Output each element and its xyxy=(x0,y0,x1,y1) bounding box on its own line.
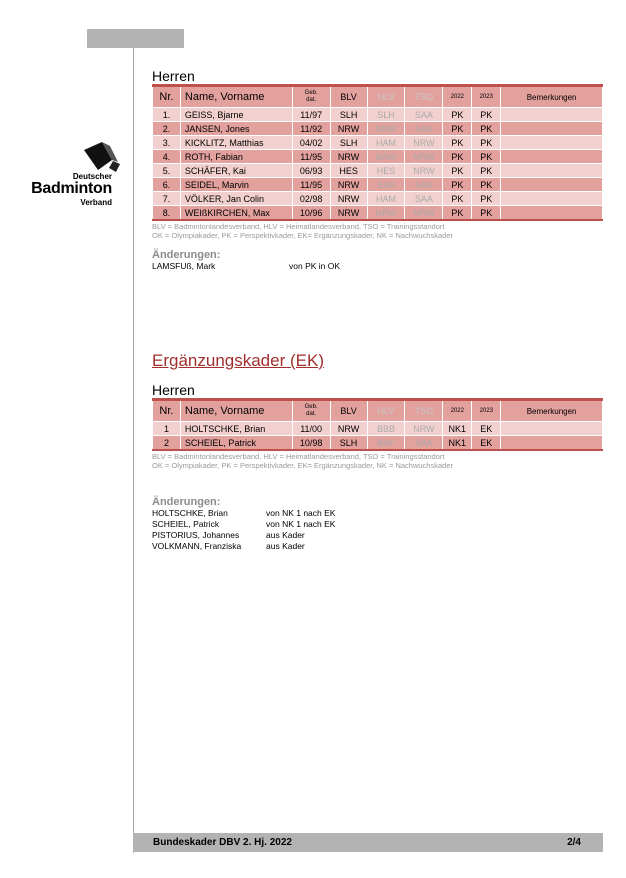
aenderung-name: VOLKMANN, Franziska xyxy=(152,541,242,551)
cell-nr: 1. xyxy=(153,108,181,122)
cell-geb: 04/02 xyxy=(292,136,330,150)
col-name: Name, Vorname xyxy=(180,400,292,422)
cell-y1: PK xyxy=(443,108,472,122)
cell-y1: PK xyxy=(443,164,472,178)
cell-nr: 2. xyxy=(153,122,181,136)
kader-table-2 xyxy=(152,398,603,451)
footer-title: Bundeskader DBV 2. Hj. 2022 xyxy=(153,837,292,848)
cell-tso: NRW xyxy=(405,422,443,436)
col-tso: TSO xyxy=(405,86,443,108)
cell-y2: PK xyxy=(472,136,501,150)
cell-name: HOLTSCHKE, Brian xyxy=(180,422,292,436)
col-blv: BLV xyxy=(330,400,367,422)
cell-blv: SLH xyxy=(330,136,367,150)
aenderungen-title: Änderungen: xyxy=(152,496,221,508)
cell-y2: PK xyxy=(472,108,501,122)
cell-y2: EK xyxy=(472,436,501,451)
table-row xyxy=(153,164,603,178)
cell-geb: 10/98 xyxy=(292,436,330,451)
cell-bem xyxy=(501,136,603,150)
shuttlecock-icon xyxy=(80,140,124,174)
aenderungen-title: Änderungen: xyxy=(152,249,221,261)
col-blv: BLV xyxy=(330,86,367,108)
cell-nr: 2 xyxy=(153,436,181,451)
cell-y2: PK xyxy=(472,164,501,178)
cell-blv: NRW xyxy=(330,178,367,192)
table-row xyxy=(153,178,603,192)
cell-bem xyxy=(501,436,603,451)
col-tso: TSO xyxy=(405,400,443,422)
table-row xyxy=(153,422,603,436)
cell-y2: PK xyxy=(472,122,501,136)
section1-subtitle: Herren xyxy=(152,68,195,84)
cell-y2: PK xyxy=(472,206,501,221)
col-bemerkungen: Bemerkungen xyxy=(501,86,603,108)
cell-tso: SAA xyxy=(405,178,443,192)
cell-y1: PK xyxy=(443,178,472,192)
aenderungen-block xyxy=(152,496,604,552)
cell-y1: NK1 xyxy=(443,436,472,451)
cell-geb: 11/97 xyxy=(292,108,330,122)
aenderung-item xyxy=(152,530,604,541)
cell-bem xyxy=(501,178,603,192)
col-name: Name, Vorname xyxy=(180,86,292,108)
cell-y1: PK xyxy=(443,206,472,221)
col-geb: Geb. dat. xyxy=(292,86,330,108)
cell-bem xyxy=(501,164,603,178)
col-bemerkungen: Bemerkungen xyxy=(501,400,603,422)
aenderung-change: aus Kader xyxy=(266,530,305,540)
logo-line-1: Deutscher xyxy=(72,172,112,181)
aenderung-name: PISTORIUS, Johannes xyxy=(152,530,240,540)
table-header-row xyxy=(153,86,603,108)
aenderung-change: von NK 1 nach EK xyxy=(266,508,336,518)
cell-y1: PK xyxy=(443,136,472,150)
cell-geb: 02/98 xyxy=(292,192,330,206)
kader-table-1 xyxy=(152,84,603,221)
aenderung-change: aus Kader xyxy=(266,541,305,551)
cell-hlv: SAA xyxy=(367,178,405,192)
table-row xyxy=(153,108,603,122)
page-number: 2/4 xyxy=(567,837,581,848)
table-row xyxy=(153,122,603,136)
cell-tso: SAA xyxy=(405,192,443,206)
cell-geb: 06/93 xyxy=(292,164,330,178)
aenderung-item xyxy=(152,541,604,552)
col-hlv: HLV xyxy=(367,86,405,108)
cell-tso: NRW xyxy=(405,136,443,150)
col-hlv: HLV xyxy=(367,400,405,422)
section2-subtitle: Herren xyxy=(152,382,195,398)
cell-name: GEISS, Bjarne xyxy=(180,108,292,122)
cell-geb: 11/95 xyxy=(292,150,330,164)
cell-name: SCHÄFER, Kai xyxy=(180,164,292,178)
left-rule xyxy=(133,48,134,853)
table-header-row xyxy=(153,400,603,422)
cell-name: JANSEN, Jones xyxy=(180,122,292,136)
cell-geb: 11/95 xyxy=(292,178,330,192)
section-herren-pk xyxy=(152,68,604,272)
cell-tso: SAA xyxy=(405,436,443,451)
logo-line-2: Badminton xyxy=(31,180,112,197)
cell-geb: 10/96 xyxy=(292,206,330,221)
cell-nr: 1 xyxy=(153,422,181,436)
cell-hlv: NRW xyxy=(367,206,405,221)
cell-bem xyxy=(501,122,603,136)
header-bar xyxy=(87,29,184,48)
aenderung-name: SCHEIEL, Patrick xyxy=(152,519,220,529)
section2-title: Ergänzungskader (EK) xyxy=(152,351,324,370)
legend: BLV = Badmintonlandesverband, HLV = Heimatlandesverband, TSO = Trainingsstandort OK = Olympiakader, PK = Perspektivkader, EK= Ergänzungskader, NK = Nachwuchskader xyxy=(152,222,453,240)
cell-hlv: BBB xyxy=(367,422,405,436)
cell-name: ROTH, Fabian xyxy=(180,150,292,164)
table-row xyxy=(153,206,603,221)
cell-name: SCHEIEL, Patrick xyxy=(180,436,292,451)
footer-bar xyxy=(133,833,603,852)
cell-blv: HES xyxy=(330,164,367,178)
table-row xyxy=(153,192,603,206)
cell-nr: 5. xyxy=(153,164,181,178)
aenderung-name: HOLTSCHKE, Brian xyxy=(152,508,228,518)
cell-nr: 6. xyxy=(153,178,181,192)
dbv-logo xyxy=(18,140,112,210)
cell-y2: EK xyxy=(472,422,501,436)
cell-y1: PK xyxy=(443,122,472,136)
table-row xyxy=(153,136,603,150)
aenderung-change: von PK in OK xyxy=(289,261,341,271)
cell-nr: 8. xyxy=(153,206,181,221)
cell-nr: 4. xyxy=(153,150,181,164)
cell-hlv: SLH xyxy=(367,108,405,122)
col-geb: Geb. dat. xyxy=(292,400,330,422)
cell-name: KICKLITZ, Matthias xyxy=(180,136,292,150)
aenderung-change: von NK 1 nach EK xyxy=(266,519,336,529)
cell-hlv: HAM xyxy=(367,192,405,206)
col-2022: 2022 xyxy=(443,86,472,108)
cell-y1: NK1 xyxy=(443,422,472,436)
cell-blv: SLH xyxy=(330,436,367,451)
cell-y2: PK xyxy=(472,192,501,206)
cell-tso: SAA xyxy=(405,122,443,136)
aenderungen-block xyxy=(152,249,604,272)
cell-blv: NRW xyxy=(330,422,367,436)
cell-name: WEIßKIRCHEN, Max xyxy=(180,206,292,221)
table-row xyxy=(153,436,603,451)
col-nr: Nr. xyxy=(153,400,181,422)
cell-hlv: NRW xyxy=(367,122,405,136)
legend: BLV = Badmintonlandesverband, HLV = Heimatlandesverband, TSO = Trainingsstandort OK = Olympiakader, PK = Perspektivkader, EK= Ergänzungskader, NK = Nachwuchskader xyxy=(152,452,453,470)
cell-geb: 11/92 xyxy=(292,122,330,136)
section-ergaenzungskader xyxy=(152,351,604,552)
cell-hlv: HAM xyxy=(367,136,405,150)
aenderung-item xyxy=(152,519,604,530)
cell-blv: SLH xyxy=(330,108,367,122)
aenderung-name: LAMSFUß, Mark xyxy=(152,261,216,271)
cell-tso: NRW xyxy=(405,150,443,164)
col-2023: 2023 xyxy=(472,86,501,108)
col-2023: 2023 xyxy=(472,400,501,422)
cell-y2: PK xyxy=(472,150,501,164)
logo-line-3: Verband xyxy=(80,198,112,207)
cell-name: VÖLKER, Jan Colin xyxy=(180,192,292,206)
cell-blv: NRW xyxy=(330,192,367,206)
col-nr: Nr. xyxy=(153,86,181,108)
cell-geb: 11/00 xyxy=(292,422,330,436)
cell-tso: NRW xyxy=(405,206,443,221)
cell-bem xyxy=(501,150,603,164)
aenderung-item xyxy=(152,261,604,272)
aenderung-item xyxy=(152,508,604,519)
cell-y1: PK xyxy=(443,150,472,164)
cell-bem xyxy=(501,206,603,221)
cell-name: SEIDEL, Marvin xyxy=(180,178,292,192)
cell-nr: 7. xyxy=(153,192,181,206)
cell-blv: NRW xyxy=(330,150,367,164)
cell-bem xyxy=(501,108,603,122)
cell-nr: 3. xyxy=(153,136,181,150)
cell-y2: PK xyxy=(472,178,501,192)
cell-y1: PK xyxy=(443,192,472,206)
col-2022: 2022 xyxy=(443,400,472,422)
cell-bem xyxy=(501,192,603,206)
cell-bem xyxy=(501,422,603,436)
cell-hlv: HES xyxy=(367,164,405,178)
cell-hlv: BAW xyxy=(367,150,405,164)
cell-blv: NRW xyxy=(330,122,367,136)
cell-blv: NRW xyxy=(330,206,367,221)
cell-hlv: BAY xyxy=(367,436,405,451)
cell-tso: SAA xyxy=(405,108,443,122)
table-row xyxy=(153,150,603,164)
cell-tso: NRW xyxy=(405,164,443,178)
